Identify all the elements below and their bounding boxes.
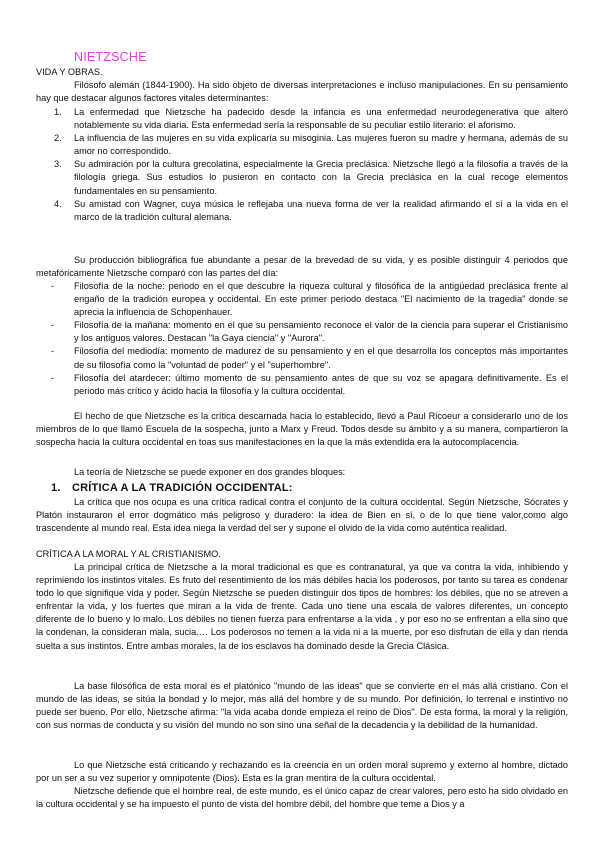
list-item: 3. Su admiración por la cultura grecolatina, especialmente la Grecia preclásica. Nietzsche llegó a la filosofía a través de la filología griega. Sus estudios lo pusieron en contacto con la Grecia preclásica en la cual recoge elementos fundamentales en su pensamiento. — [54, 159, 568, 196]
intro-paragraph: Filósofo alemán (1844-1900). Ha sido objeto de diversas interpretaciones e incluso manipulaciones. En su pensamiento hay que destacar algunos factores vitales determinantes: — [36, 80, 568, 104]
list-item: 1. La enfermedad que Nietzsche ha padecido desde la infancia es una enfermedad neurodegenerativa que alteró notablemente su vida diaria. Esta enfermedad sería la responsable de su peculiar estilo literario: el aforismo. — [54, 107, 568, 131]
production-paragraph: Su producción bibliográfica fue abundante a pesar de la brevedad de su vida, y es posible distinguir 4 periodos que metafóricamente Nietzsche comparó con las partes del día: — [36, 255, 568, 279]
list-item: 4. Su amistad con Wagner, cuya música le reflejaba una nueva forma de ver la realidad afirmando el sí a la vida en el marco de la tradición cultural alemana. — [54, 198, 568, 222]
moral-paragraph-4: Nietzsche defiende que el hombre real, de este mundo, es el único capaz de crear valores, pero esto ha sido olvidado en la cultura occidental y se ha impuesto el punto de vista del hombre débil, del hombre que teme a Dios y a — [36, 786, 568, 810]
list-item: 2. La influencia de las mujeres en su vida explicaría su misoginia. Las mujeres fueron su madre y hermana, además de su amor no correspondido. — [54, 133, 568, 157]
document-title: NIETZSCHE — [74, 50, 147, 64]
list-item: - Filosofía de la noche: periodo en el que descubre la riqueza cultural y filosófica de la antigüedad preclásica frente al engaño de la tradición europea y occidental. En este primer periodo destaca "El nacimiento de la tragedia" donde se aprecia la influencia de Schopenhauer. — [51, 281, 568, 318]
ricoeur-paragraph: El hecho de que Nietzsche es la crítica descarnada hacia lo establecido, llevó a Paul Ricoeur a considerarlo uno de los miembros de lo que llamó Escuela de la sospecha, junto a Marx y Freud. Todos desde su ámbito y a su manera, compartieron la sospecha hacia la cultura occidental en toas sus manifestaciones en la que la más extendida era la autocomplacencia. — [36, 411, 568, 448]
theory-paragraph: La teoría de Nietzsche se puede exponer en dos grandes bloques: — [74, 467, 346, 477]
periods-list — [36, 280, 568, 398]
moral-paragraph-2: La base filosófica de esta moral es el platónico "mundo de las ideas" que se convierte en el más allá cristiano. Con el mundo de las ideas, se sitúa la bondad y lo mejor, más allá del hombre y de su mundo. Por definición, lo terrenal e instintivo no puede ser bueno. Por ello, Nietzsche afirma: "la vida acaba donde empieza el reino de Dios". De esta forma, la moral y la religión, con sus normas de conducta y su visión del mundo no son sino una señal de la decadencia y la debilidad de la humanidad. — [36, 681, 568, 731]
section-heading-vida: VIDA Y OBRAS. — [36, 67, 103, 77]
document-page: NIETZSCHE VIDA Y OBRAS. Filósofo alemán (1844-1900). Ha sido objeto de diversas interpretaciones e incluso manipulaciones. En su pensamiento hay que destacar algunos factores vitales determinantes: 1. La enfermedad que Nietzsche ha padecido desde la infancia es una enfermedad neurodegenerativa que alteró notablemente su vida diaria. Esta enfermedad sería la responsable de su peculiar estilo literario: el aforismo. 2. La influencia de las mujeres en su vida explicaría su misoginia. Las mujeres fueron su madre y hermana, además de su amor no correspondido. 3. Su admiración por la cultura grecolatina, especialmente la Grecia preclásica. Nietzsche llegó a la filosofía a través de la filología griega. Sus estudios lo pusieron en contacto con la Grecia preclásica en la cual recoge elementos fundamentales en su pensamiento. 4. Su amistad con Wagner, cuya música le reflejaba una nueva forma de ver la realidad afirmando el sí a la vida en el marco de la tradición cultural alemana. Su producción bibliográfica fue abundante a pesar de la brevedad de su vida, y es posible distinguir 4 periodos que metafóricamente Nietzsche comparó con las partes del día: - Filosofía de la noche: periodo en el que descubre la riqueza cultural y filosófica de la antigüedad preclásica frente al engaño de la tradición europea y occidental. En este primer periodo destaca "El nacimiento de la tragedia" donde se aprecia la influencia de Schopenhauer. - Filosofía de la mañana: momento en el que su pensamiento reconoce el valor de la ciencia para superar el Cristianismo y los antiguos valores. Destacan "la Gaya ciencia" y "Aurora". - Filosofía del mediodía: momento de madurez de su pensamiento y en el que desarrolla los conceptos más importantes de su filosofía como la "voluntad de poder" y el "superhombre". - Filosofía del atardecer: último momento de su pensamiento antes de que su voz se apagara definitivamente. Es el periodo más crítico y ácido hacia la filosofía y la cultura occidental. El hecho de que Nietzsche es la crítica descarnada hacia lo establecido, llevó a Paul Ricoeur a considerarlo uno de los miembros de lo que llamó Escuela de la sospecha, junto a Marx y Freud. Todos desde su ámbito y a su manera, compartieron la sospecha hacia la cultura occidental en toas sus manifestaciones en la que la más extendida era la autocomplacencia. La teoría de Nietzsche se puede exponer en dos grandes bloques: 1. CRÍTICA A LA TRADICIÓN OCCIDENTAL: La crítica que nos ocupa es una crítica radical contra el conjunto de la cultura occidental. Según Nietzsche, Sócrates y Platón instauraron el error dogmático más peligroso y duradero: la idea de Bien en sí, o de lo que tiene valor,como algo trascendente al mundo real. Esta idea niega la verdad del ser y supone el olvido de la vida como auténtica realidad. CRÍTICA A LA MORAL Y AL CRISTIANISMO. La principal crítica de Nietzsche a la moral tradicional es que es contranatural, ya que va contra la vida, inhibiendo y reprimiendo los instintos vitales. Es fruto del resentimiento de los más débiles hacia los poderosos, por tanto su tarea es condenar todo lo que signifique vida y poder. Según Nietzsche se pueden distinguir dos tipos de hombres: los débiles, que no se atreven a enfrentar la vida, y los fuertes que miran a la vida de frente. Cada uno tiene una escala de valores diferentes, un concepto diferente de lo bueno y lo malo. Los débiles no tienen fuerza para enfrentarse a la vida , y por eso no se enfrentan a ella sino que la condenan, la consideran mala, sucia…. Los poderosos no temen a la vida ni a la muerte, por eso disfrutan de ella y dan rienda suelta a sus instintos. Entre ambas morales, la de los esclavos ha dominado desde la Grecia Clásica. La base filosófica de esta moral es el platónico "mundo de las ideas" que se convierte en el más allá cristiano. Con el mundo de las ideas, se sitúa la bondad y lo mejor, más allá del hombre y de su mundo. Por definición, lo terrenal e instintivo no puede ser bueno. Por ello, Nietzsche afirma: "la vida acaba donde empieza el reino de Dios". De esta forma, la moral y la religión, con sus normas de conducta y su visión del mundo no son sino una señal de la decadencia y la debilidad de la humanidad. Lo que Nietzsche está criticando y rechazando es la creencia en un orden moral supremo y externo al hombre, dictado por un ser a su vez superior y omnipotente (Dios). Esta es la gran mentira de la cultura occidental. Nietzsche defiende que el hombre real, de este mundo, es el único capaz de crear valores, pero esto ha sido olvidado en la cultura occidental y se ha impuesto el punto de vista del hombre débil, del hombre que teme a Dios y a — [0, 0, 600, 848]
list-item: - Filosofía del mediodía: momento de madurez de su pensamiento y en el que desarrolla los conceptos más importantes de su filosofía como la "voluntad de poder" y el "superhombre". — [51, 346, 568, 370]
factors-list — [36, 106, 568, 224]
section-heading-moral: CRÍTICA A LA MORAL Y AL CRISTIANISMO. — [36, 549, 221, 559]
moral-paragraph-3: Lo que Nietzsche está criticando y rechazando es la creencia en un orden moral supremo y externo al hombre, dictado por un ser a su vez superior y omnipotente (Dios). Esta es la gran mentira de la cultura occidental. — [36, 760, 568, 784]
list-item: - Filosofía del atardecer: último momento de su pensamiento antes de que su voz se apagara definitivamente. Es el periodo más crítico y ácido hacia la filosofía y la cultura occidental. — [51, 372, 568, 396]
critica-paragraph: La crítica que nos ocupa es una crítica radical contra el conjunto de la cultura occidental. Según Nietzsche, Sócrates y Platón instauraron el error dogmático más peligroso y duradero: la idea de Bien en sí, o de lo que tiene valor,como algo trascendente al mundo real. Esta idea niega la verdad del ser y supone el olvido de la vida como auténtica realidad. — [36, 497, 568, 534]
list-item: - Filosofía de la mañana: momento en el que su pensamiento reconoce el valor de la ciencia para superar el Cristianismo y los antiguos valores. Destacan "la Gaya ciencia" y "Aurora". — [51, 320, 568, 344]
moral-paragraph-1: La principal crítica de Nietzsche a la moral tradicional es que es contranatural, ya que va contra la vida, inhibiendo y reprimiendo los instintos vitales. Es fruto del resentimiento de los más débiles hacia los poderosos, por tanto su tarea es condenar todo lo que signifique vida y poder. Según Nietzsche se pueden distinguir dos tipos de hombres: los débiles, que no se atreven a enfrentar la vida, y los fuertes que miran a la vida de frente. Cada uno tiene una escala de valores diferentes, un concepto diferente de lo bueno y lo malo. Los débiles no tienen fuerza para enfrentarse a la vida , y por eso no se enfrentan a ella sino que la condenan, la consideran mala, sucia…. Los poderosos no temen a la vida ni a la muerte, por eso disfrutan de ella y dan rienda suelta a sus instintos. Entre ambas morales, la de los esclavos ha dominado desde la Grecia Clásica. — [36, 562, 568, 651]
